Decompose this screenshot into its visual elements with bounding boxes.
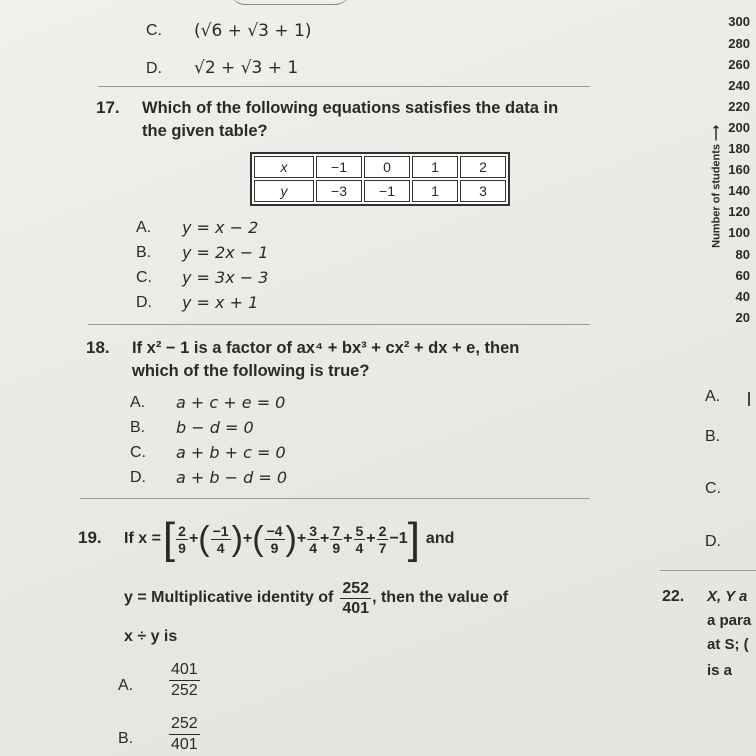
q17-option-a-text: y = x − 2 — [182, 218, 259, 237]
fraction: $\frac{252}{401}$ — [342, 579, 370, 617]
question-19-number: 19. — [78, 528, 102, 547]
then-text: , then the value of — [372, 589, 509, 606]
question-22-line: is a — [707, 662, 733, 679]
y-tick-label: 280 — [728, 36, 750, 51]
divider — [660, 570, 756, 571]
question-17-text-line2: the given table? — [142, 122, 268, 140]
question-19-y-line — [124, 576, 508, 620]
fraction: $\frac{5}{4}$ — [355, 522, 364, 556]
prev-option-d-text: √2 + √3 + 1 — [194, 58, 299, 78]
right-option-b-letter: B. — [705, 428, 721, 445]
right-option-c-letter: C. — [705, 480, 721, 497]
right-option-a-letter: A. — [705, 388, 721, 405]
table-cell: −1 — [364, 180, 410, 202]
table-header-y: y — [254, 180, 314, 202]
right-chart-y-axis — [690, 10, 756, 330]
q17-option-c-letter: C. — [136, 269, 152, 286]
question-22-line: at S; ( — [707, 636, 749, 653]
fraction: $\frac{7}{9}$ — [332, 522, 341, 556]
q19-option-b-fraction: $\frac{252}{401}$ — [171, 715, 198, 753]
table-cell: 1 — [412, 156, 458, 178]
question-18-text-line2: which of the following is true? — [132, 362, 370, 380]
q18-option-c-letter: C. — [130, 444, 146, 461]
q17-option-a-letter: A. — [136, 219, 152, 236]
q17-option-b-text: y = 2x − 1 — [182, 243, 269, 262]
fraction: $\frac{-4}{9}$ — [266, 522, 283, 556]
y-tick-label: 140 — [728, 183, 750, 198]
question-17-table — [250, 152, 510, 206]
q19-option-b-letter: B. — [118, 730, 134, 747]
table-header-x: x — [254, 156, 314, 178]
question-17-text-line1: Which of the following equations satisfies the data in — [142, 99, 559, 117]
q18-option-d-letter: D. — [130, 469, 146, 486]
q17-option-d-text: y = x + 1 — [182, 293, 259, 312]
y-tick-label: 200 — [728, 120, 750, 135]
and-text: and — [425, 530, 455, 547]
prev-option-d-letter: D. — [146, 60, 162, 77]
right-option-d-letter: D. — [705, 533, 721, 550]
q18-option-a-letter: A. — [130, 394, 146, 411]
q17-option-c-text: y = 3x − 3 — [182, 268, 269, 287]
table-cell: −1 — [316, 156, 362, 178]
fraction: $\frac{2}{7}$ — [378, 522, 387, 556]
divider — [88, 324, 590, 325]
fraction: $\frac{2}{9}$ — [178, 522, 186, 556]
y-tick-label: 180 — [728, 141, 750, 156]
fraction: $\frac{-1}{4}$ — [212, 522, 229, 556]
divider — [80, 498, 590, 499]
question-19-x-expression: If x = [ $\frac{2}{9}$ + ( $\frac{-1}{4}$ ) + ( $\frac{-4}{9}$ ) + $\frac{3}{4}$ + $\frac{7}{9}$ + $\frac{5}{4}$ + $\frac{2}{7}$ −1 ] and — [124, 514, 455, 563]
y-text: y = Multiplicative identity of — [124, 589, 334, 606]
y-tick-label: 160 — [728, 162, 750, 177]
question-22-number: 22. — [662, 588, 685, 605]
q19-option-a-letter: A. — [118, 677, 134, 694]
q18-option-c-text: a + b + c = 0 — [176, 443, 286, 462]
y-tick-label: 20 — [735, 310, 750, 325]
question-22-line: a para — [707, 612, 752, 629]
fraction: $\frac{3}{4}$ — [309, 522, 318, 556]
y-tick-label: 300 — [728, 14, 750, 29]
y-tick-label: 60 — [735, 268, 750, 283]
prev-option-c-text: (√6 + √3 + 1) — [194, 21, 312, 41]
table-row-y — [254, 180, 506, 202]
question-18-text-line1: If x² − 1 is a factor of ax⁴ + bx³ + cx² + dx + e, then — [132, 339, 520, 357]
question-18-number: 18. — [86, 338, 110, 357]
right-chart-y-axis-label: Number of students ⟶ — [710, 125, 723, 248]
question-19-line3: x ÷ y is — [124, 628, 178, 645]
q19-option-a-fraction: $\frac{401}{252}$ — [171, 661, 198, 699]
cutoff-top-fragment — [230, 0, 350, 5]
y-tick-label: 240 — [728, 78, 750, 93]
y-tick-label: 100 — [728, 225, 750, 240]
minus-one: −1 — [389, 530, 408, 547]
open-bracket: [ — [162, 514, 176, 563]
table-cell: 0 — [364, 156, 410, 178]
table-cell: 2 — [460, 156, 506, 178]
y-tick-label: 120 — [728, 204, 750, 219]
q18-option-d-text: a + b − d = 0 — [176, 468, 288, 487]
y-tick-label: 40 — [735, 289, 750, 304]
q17-option-b-letter: B. — [136, 244, 152, 261]
table-cell: 1 — [412, 180, 458, 202]
table-cell: 3 — [460, 180, 506, 202]
question-17-number: 17. — [96, 98, 120, 117]
q18-option-b-letter: B. — [130, 419, 146, 436]
q18-option-b-text: b − d = 0 — [176, 418, 254, 437]
table-row-x — [254, 156, 506, 178]
y-tick-label: 260 — [728, 57, 750, 72]
prev-option-c-letter: C. — [146, 22, 162, 39]
close-bracket: ] — [407, 514, 420, 563]
q18-option-a-text: a + c + e = 0 — [176, 393, 286, 412]
if-x-text: If x = — [124, 530, 161, 547]
right-option-a-fragment — [748, 392, 756, 406]
q17-option-d-letter: D. — [136, 294, 152, 311]
table-cell: −3 — [316, 180, 362, 202]
y-tick-label: 80 — [735, 247, 750, 262]
question-22-line: X, Y a — [707, 588, 748, 605]
divider — [98, 86, 590, 87]
y-tick-label: 220 — [728, 99, 750, 114]
